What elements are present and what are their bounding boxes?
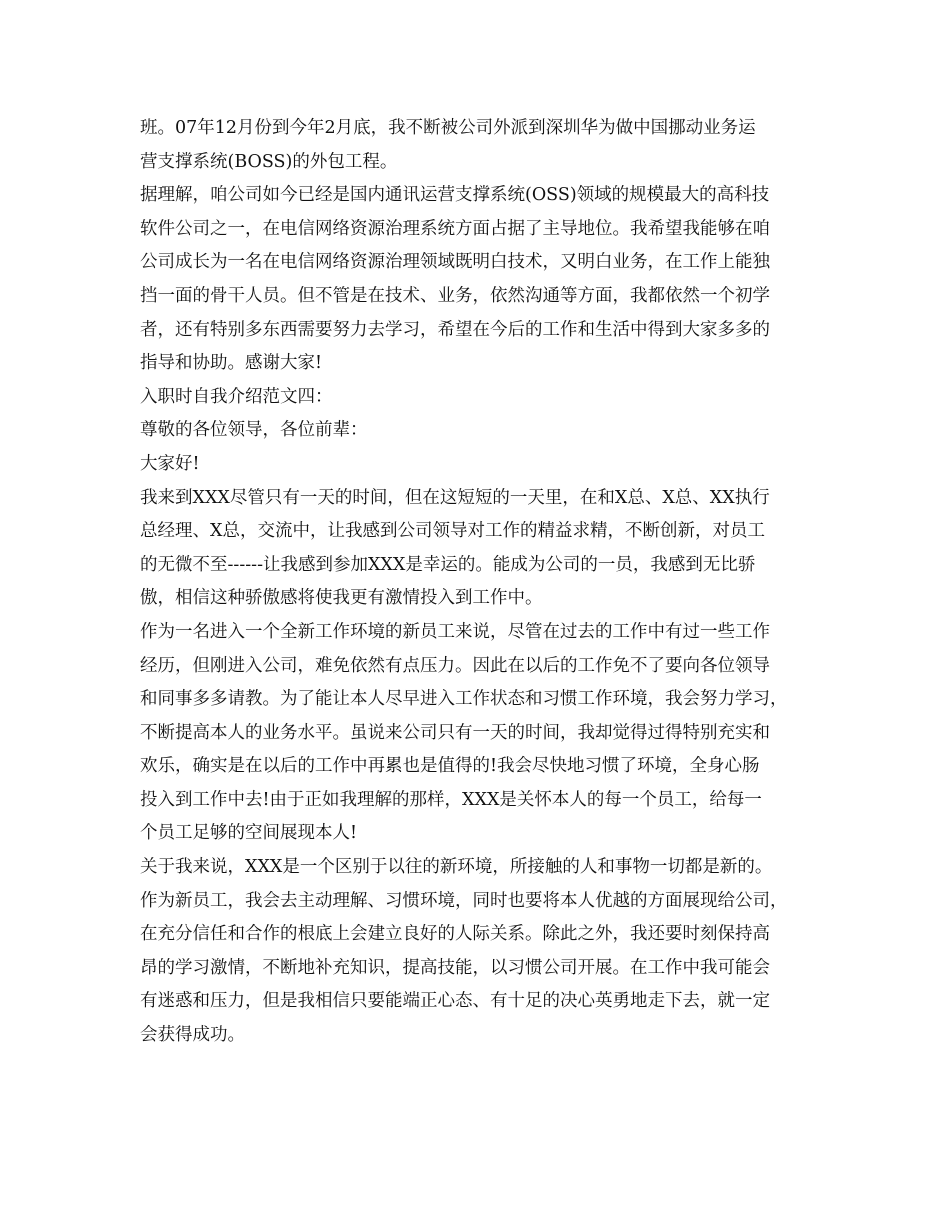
text-line: 指导和协助。感谢大家! — [140, 353, 323, 374]
section-heading: 入职时自我介绍范文四： — [140, 386, 333, 407]
text-line: 傲，相信这种骄傲感将使我更有激情投入到工作中。 — [140, 588, 543, 609]
text-line: 班。07年12月份到今年2月底，我不断被公司外派到深圳华为做中国挪动业务运 — [140, 118, 756, 138]
text-line: 有迷惑和压力，但是我相信只要能端正心态、有十足的决心英勇地走下去，就一定 — [140, 991, 770, 1012]
text-line: 挡一面的骨干人员。但不管是在技术、业务，依然沟通等方面，我都依然一个初学 — [140, 285, 770, 306]
text-line: 不断提高本人的业务水平。虽说来公司只有一天的时间，我却觉得过得特别充实和 — [140, 722, 770, 743]
text-line: 公司成长为一名在电信网络资源治理领域既明白技术，又明白业务，在工作上能独 — [140, 252, 770, 273]
text-line: 我来到XXX尽管只有一天的时间，但在这短短的一天里，在和X总、X总、XX执行 — [140, 487, 770, 508]
text-line: 个员工足够的空间展现本人! — [140, 823, 358, 844]
text-line: 欢乐，确实是在以后的工作中再累也是值得的!我会尽快地习惯了环境，全身心肠 — [140, 756, 760, 777]
text-line: 和同事多多请教。为了能让本人尽早进入工作状态和习惯工作环境，我会努力学习， — [140, 689, 788, 710]
text-line: 关于我来说，XXX是一个区别于以往的新环境，所接触的人和事物一切都是新的。 — [140, 857, 773, 878]
document-body — [140, 112, 830, 1053]
text-line: 经历，但刚进入公司，难免依然有点压力。因此在以后的工作免不了要向各位领导 — [140, 655, 770, 676]
text-line: 营支撑系统(BOSS)的外包工程。 — [140, 151, 398, 172]
text-line: 投入到工作中去!由于正如我理解的那样，XXX是关怀本人的每一个员工，给每一 — [140, 789, 762, 810]
text-line: 据理解，咱公司如今已经是国内通讯运营支撑系统(OSS)领域的规模最大的高科技 — [140, 185, 770, 206]
text-line: 昂的学习激情，不断地补充知识，提高技能，以习惯公司开展。在工作中我可能会 — [140, 957, 770, 978]
text-line: 会获得成功。 — [140, 1025, 245, 1046]
text-line: 软件公司之一，在电信网络资源治理系统方面占据了主导地位。我希望我能够在咱 — [140, 218, 770, 239]
text-line: 作为新员工，我会去主动理解、习惯环境，同时也要将本人优越的方面展现给公司， — [140, 890, 788, 911]
greeting: 大家好! — [140, 453, 200, 474]
text-line: 者，还有特别多东西需要努力去学习，希望在今后的工作和生活中得到大家多多的 — [140, 319, 770, 340]
salutation: 尊敬的各位领导，各位前辈： — [140, 420, 368, 441]
text-line: 的无微不至------让我感到参加XXX是幸运的。能成为公司的一员，我感到无比骄 — [140, 554, 756, 575]
text-line: 作为一名进入一个全新工作环境的新员工来说，尽管在过去的工作中有过一些工作 — [140, 621, 770, 642]
text-line: 在充分信任和合作的根底上会建立良好的人际关系。除此之外，我还要时刻保持高 — [140, 924, 770, 945]
text-line: 总经理、X总，交流中，让我感到公司领导对工作的精益求精，不断创新，对员工 — [140, 521, 765, 542]
